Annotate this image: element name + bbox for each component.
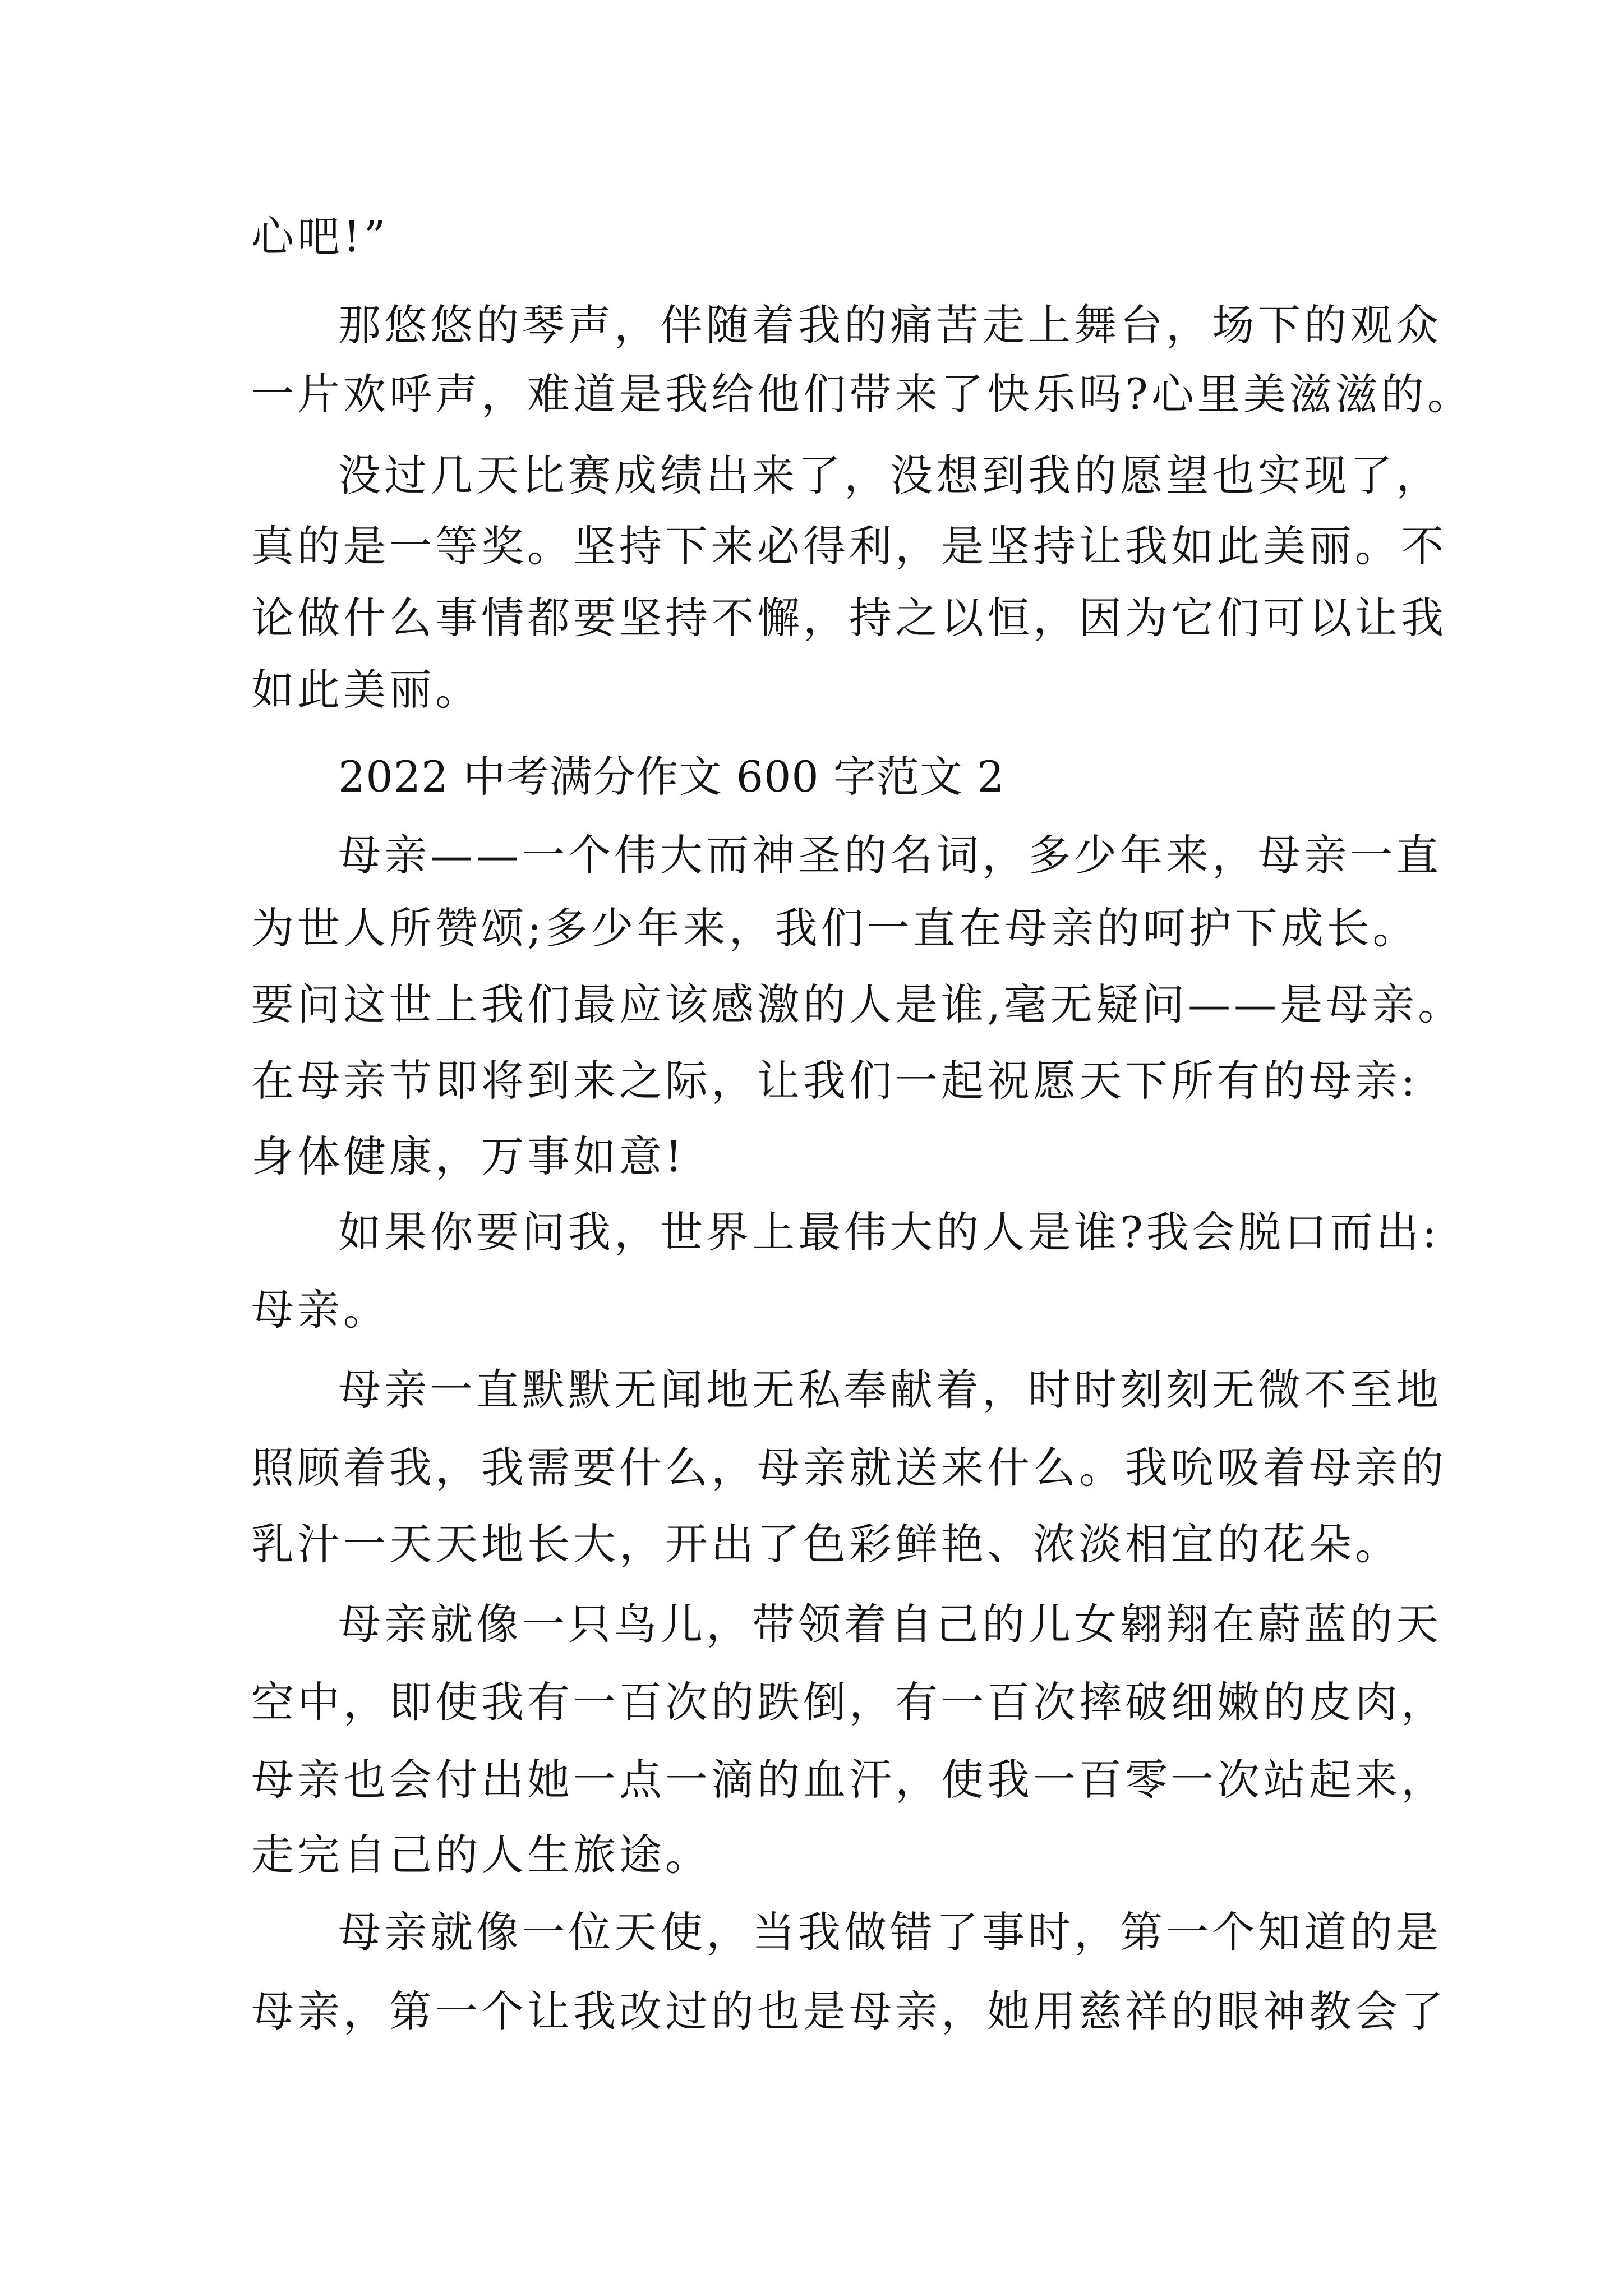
text-line-23: 母亲就像一位天使，当我做错了事时，第一个知道的是 — [338, 1907, 1442, 1957]
text-line-14: 如果你要问我，世界上最伟大的人是谁?我会脱口而出: — [338, 1207, 1440, 1257]
text-line-21: 母亲也会付出她一点一滴的血汗，使我一百零一次站起来， — [251, 1755, 1447, 1805]
text-line-11: 要问这世上我们最应该感激的人是谁,毫无疑问——是母亲。 — [251, 979, 1464, 1029]
text-line-16: 母亲一直默默无闻地无私奉献着，时时刻刻无微不至地 — [338, 1365, 1442, 1415]
text-line-12: 在母亲节即将到来之际，让我们一起祝愿天下所有的母亲: — [251, 1056, 1419, 1106]
text-line-17: 照顾着我，我需要什么，母亲就送来什么。我吮吸着母亲的 — [251, 1443, 1447, 1493]
text-line-7: 如此美丽。 — [251, 665, 481, 715]
text-line-1: 心吧!” — [251, 211, 389, 261]
text-line-3: 一片欢呼声，难道是我给他们带来了快乐吗?心里美滋滋的。 — [251, 369, 1473, 419]
text-line-5: 真的是一等奖。坚持下来必得利，是坚持让我如此美丽。不 — [251, 521, 1447, 571]
text-line-9: 母亲——一个伟大而神圣的名词，多少年来，母亲一直 — [338, 830, 1442, 880]
text-line-18: 乳汁一天天地长大，开出了色彩鲜艳、浓淡相宜的花朵。 — [251, 1519, 1401, 1569]
text-line-20: 空中，即使我有一百次的跌倒，有一百次摔破细嫩的皮肉， — [251, 1677, 1447, 1727]
text-line-19: 母亲就像一只鸟儿，带领着自己的儿女翱翔在蔚蓝的天 — [338, 1599, 1442, 1649]
text-line-15: 母亲。 — [251, 1285, 389, 1335]
section-heading: 2022 中考满分作文 600 字范文 2 — [338, 752, 1005, 802]
text-line-13: 身体健康，万事如意! — [251, 1131, 686, 1181]
text-line-6: 论做什么事情都要坚持不懈，持之以恒，因为它们可以让我 — [251, 593, 1447, 643]
text-line-4: 没过几天比赛成绩出来了，没想到我的愿望也实现了， — [338, 450, 1442, 500]
text-line-2: 那悠悠的琴声，伴随着我的痛苦走上舞台，场下的观众 — [338, 300, 1442, 350]
text-line-24: 母亲，第一个让我改过的也是母亲，她用慈祥的眼神教会了 — [251, 1986, 1447, 2036]
text-line-10: 为世人所赞颂;多少年来，我们一直在母亲的呵护下成长。 — [251, 903, 1419, 953]
text-line-22: 走完自己的人生旅途。 — [251, 1830, 711, 1880]
